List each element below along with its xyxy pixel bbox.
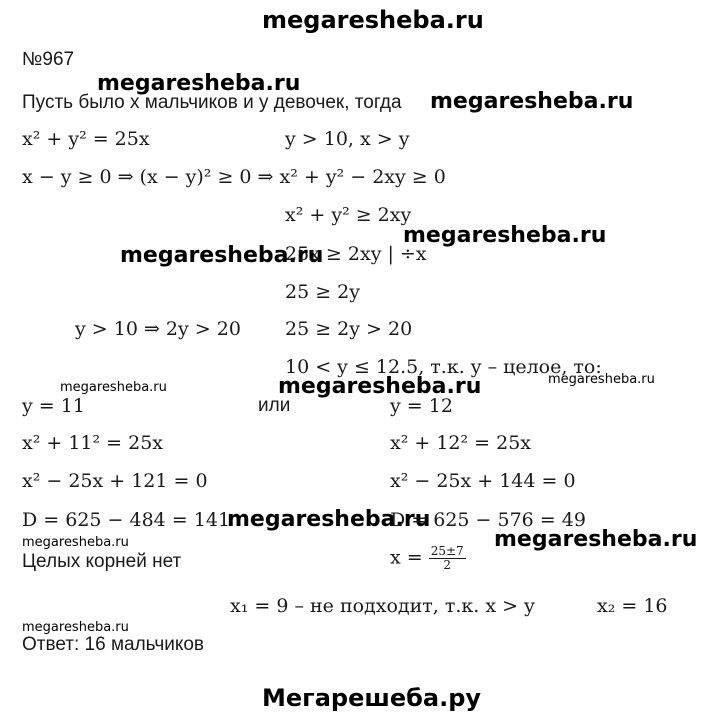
answer: Ответ: 16 мальчиков	[22, 634, 205, 655]
derivation: 25x ≥ 2xy | ÷x	[285, 243, 427, 265]
root-formula	[390, 545, 466, 572]
watermark: megaresheba.ru	[430, 89, 634, 114]
watermark: megaresheba.ru	[548, 372, 655, 387]
case-equation: x² + 11² = 25x	[22, 432, 164, 454]
watermark: megaresheba.ru	[22, 535, 129, 550]
or-label: или	[258, 395, 291, 416]
watermark: megaresheba.ru	[120, 243, 324, 268]
watermark: megaresheba.ru	[60, 380, 167, 395]
root-fraction	[429, 545, 466, 572]
watermark: megaresheba.ru	[494, 527, 698, 552]
root-formula-prefix: x =	[390, 546, 423, 569]
watermark: megaresheba.ru	[97, 71, 301, 96]
derivation: 25 ≥ 2y	[285, 281, 360, 303]
site-header: megaresheba.ru	[262, 6, 484, 34]
case-result: Целых корней нет	[22, 551, 182, 572]
case-quadratic: x² − 25x + 144 = 0	[390, 470, 576, 492]
case-quadratic: x² − 25x + 121 = 0	[22, 470, 208, 492]
problem-number: №967	[22, 49, 75, 70]
derivation: 10 < y ≤ 12.5, т.к. y – целое, то:	[285, 356, 602, 378]
watermark: megaresheba.ru	[227, 507, 431, 532]
fraction-denominator: 2	[443, 558, 452, 572]
case-value: y = 11	[22, 395, 85, 417]
watermark: megaresheba.ru	[403, 223, 607, 248]
watermark: megaresheba.ru	[22, 620, 129, 635]
root-one: x₁ = 9 – не подходит, т.к. x > y	[230, 595, 535, 617]
case-value: y = 12	[390, 395, 453, 417]
site-footer: Мегарешеба.ру	[262, 684, 482, 712]
discriminant: D = 625 − 576 = 49	[390, 509, 586, 531]
equation: x² + y² = 25x	[22, 128, 150, 150]
intro-text: Пусть было x мальчиков и y девочек, тогда	[22, 92, 402, 113]
case-equation: x² + 12² = 25x	[390, 432, 532, 454]
watermark: megaresheba.ru	[278, 374, 482, 399]
derivation: 25 ≥ 2y > 20	[285, 318, 413, 340]
root-two: x₂ = 16	[597, 595, 668, 617]
derivation: x − y ≥ 0 ⇒ (x − y)² ≥ 0 ⇒ x² + y² − 2xy ≥ 0	[22, 166, 446, 188]
fraction-numerator: 25±7	[430, 544, 464, 558]
derivation: x² + y² ≥ 2xy	[285, 204, 412, 226]
discriminant: D = 625 − 484 = 141	[22, 509, 231, 531]
condition: y > 10, x > y	[285, 128, 410, 150]
side-derivation: y > 10 ⇒ 2y > 20	[75, 318, 241, 340]
